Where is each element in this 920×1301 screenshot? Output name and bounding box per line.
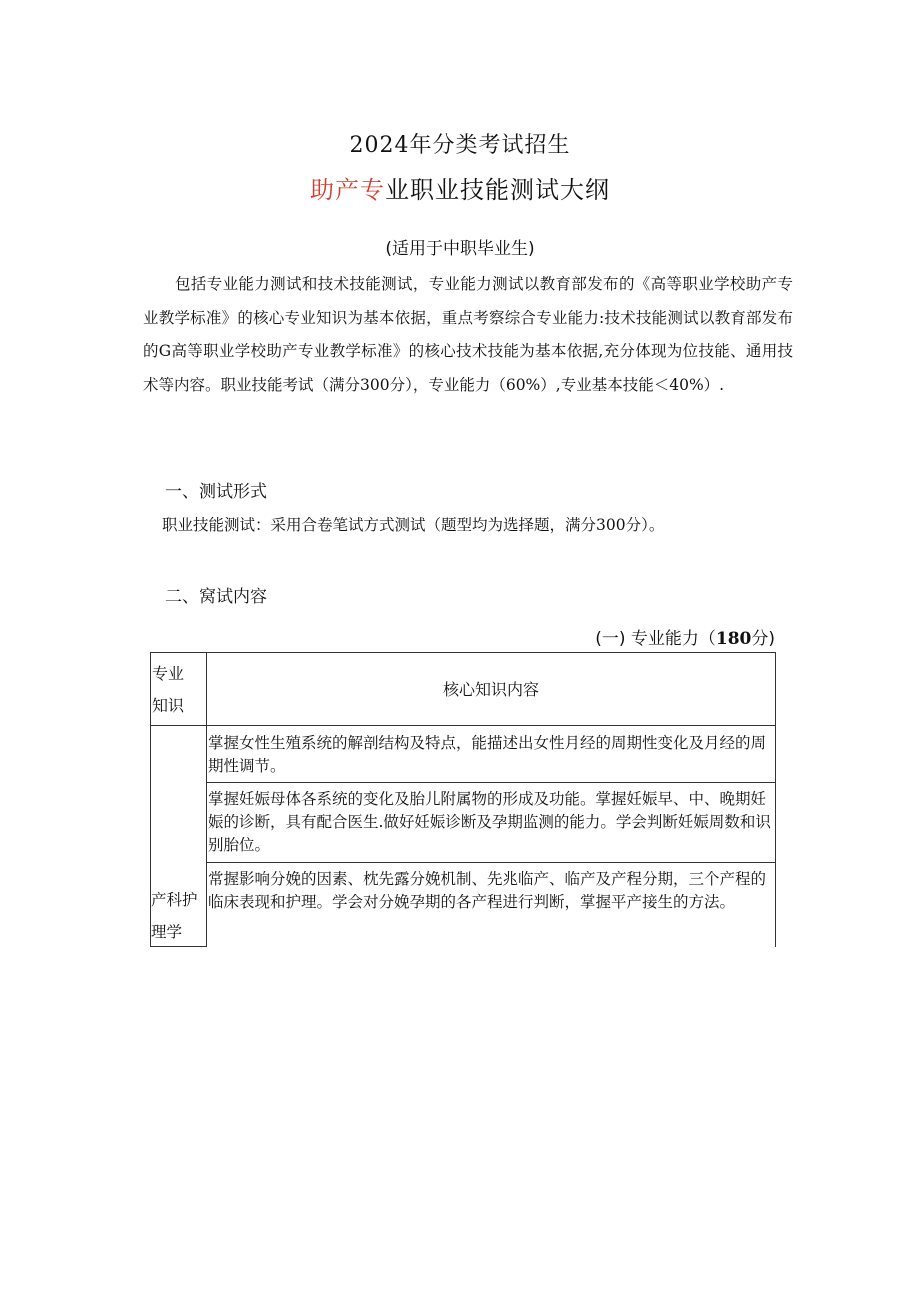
table-row-divider bbox=[206, 862, 776, 863]
table-row-divider bbox=[206, 782, 776, 783]
table-right-border bbox=[775, 652, 776, 947]
col1-header bbox=[152, 658, 184, 722]
content-table bbox=[150, 652, 776, 947]
title-highlight-red: 助产专 bbox=[310, 176, 385, 204]
col1-header-line2: 知识 bbox=[152, 696, 185, 715]
category-line1: 产科护 bbox=[151, 891, 198, 909]
subheading-number: 180 bbox=[715, 629, 752, 649]
table-row: 掌握女性生殖系统的解剖结构及特点，能描述出女性月经的周期性变化及月经的周期性调节。 bbox=[208, 734, 767, 775]
category-cell bbox=[151, 884, 198, 948]
section2-subheading bbox=[595, 624, 775, 649]
title-rest: 业职业技能测试大纲 bbox=[385, 176, 610, 204]
col2-header: 核心知识内容 bbox=[442, 680, 539, 699]
table-top-border bbox=[150, 652, 776, 653]
col1-header-line1: 专业 bbox=[152, 664, 185, 683]
document-subtitle-main bbox=[0, 170, 920, 205]
table-row: 常握影响分娩的因素、枕先露分娩机制、先兆临产、临产及产程分期，三个产程的临床表现和护理。学会对分娩孕期的各产程进行判断，掌握平产接生的方法。 bbox=[208, 870, 767, 911]
section1-heading: 一、测试形式 bbox=[165, 482, 267, 502]
category-line2: 理学 bbox=[151, 923, 183, 941]
intro-paragraph bbox=[143, 268, 793, 402]
table-header-border bbox=[150, 725, 776, 726]
document-title: 2024年分类考试招生 bbox=[349, 133, 571, 158]
subheading-suffix: 分) bbox=[751, 629, 775, 649]
table-row: 掌握妊娠母体各系统的变化及胎儿附属物的形成及功能。掌握妊娠早、中、晚期妊娠的诊断，具有配合医生.做好妊娠诊断及孕期监测的能力。学会判断妊娠周数和识别胎位。 bbox=[208, 790, 771, 854]
section2-heading: 二、窝试内容 bbox=[165, 587, 267, 607]
intro-text: 包括专业能力测试和技术技能测试，专业能力测试以教育部发布的《高等职业学校助产专业教学标准》的核心专业知识为基本依据，重点考察综合专业能力:技术技能测试以教育部发布的G高等职业学校助产专业教学标准》的核心技术技能为基本依据,充分体现为位技能、通用技术等内容。职业技能考试（满分300分），专业能力（60%）,专业基本技能＜40%）. bbox=[143, 275, 793, 394]
subheading-prefix: (一) 专业能力（ bbox=[595, 629, 716, 649]
applicability-note: (适用于中职毕业生) bbox=[385, 239, 535, 259]
section1-text: 职业技能测试：采用合卷笔试方式测试（题型均为选择题，满分300分）。 bbox=[162, 516, 665, 534]
